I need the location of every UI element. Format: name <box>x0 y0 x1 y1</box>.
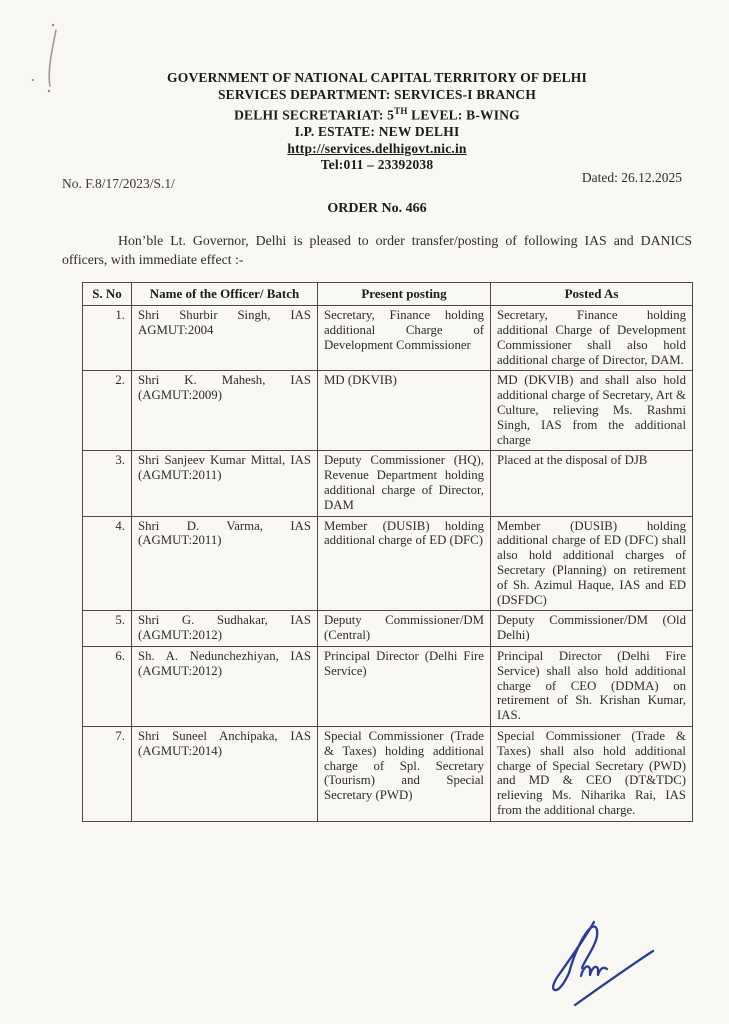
cell-posted-as: Placed at the disposal of DJB <box>491 451 693 516</box>
order-title: ORDER No. 466 <box>327 200 427 216</box>
table-row <box>83 727 693 822</box>
cell-sno: 2. <box>83 371 132 451</box>
cell-sno: 7. <box>83 727 132 822</box>
pen-mark-icon <box>22 20 74 112</box>
letterhead-tel: Tel:011 – 23392038 <box>320 157 434 172</box>
cell-officer-name: Shri K. Mahesh, IAS (AGMUT:2009) <box>132 371 318 451</box>
table-row <box>83 611 693 647</box>
table-row <box>83 647 693 727</box>
cell-officer-name: Shri Sanjeev Kumar Mittal, IAS (AGMUT:2011) <box>132 451 318 516</box>
table-row <box>83 516 693 611</box>
letterhead-line-3: DELHI SECRETARIAT: 5TH LEVEL: B-WING <box>234 106 520 123</box>
cell-officer-name: Shri G. Sudhakar, IAS (AGMUT:2012) <box>132 611 318 647</box>
table-row <box>83 451 693 516</box>
cell-present-posting: Special Commissioner (Trade & Taxes) holding additional charge of Spl. Secretary (Tourism) and Special Secretary (PWD) <box>318 727 491 822</box>
letterhead <box>62 70 692 174</box>
column-header-name: Name of the Officer/ Batch <box>132 282 318 306</box>
cell-present-posting: Secretary, Finance holding additional Charge of Development Commissioner <box>318 306 491 371</box>
cell-present-posting: MD (DKVIB) <box>318 371 491 451</box>
cell-present-posting: Deputy Commissioner/DM (Central) <box>318 611 491 647</box>
cell-posted-as: MD (DKVIB) and shall also hold additional charge of Secretary, Art & Culture, relieving Ms. Rashmi Singh, IAS from the additional charge <box>491 371 693 451</box>
cell-sno: 1. <box>83 306 132 371</box>
table-header-row <box>83 282 693 306</box>
letterhead-url: http://services.delhigovt.nic.in <box>287 140 467 156</box>
cell-sno: 3. <box>83 451 132 516</box>
cell-posted-as: Secretary, Finance holding additional Charge of Development Commissioner shall also hold additional charge of Director, DAM. <box>491 306 693 371</box>
cell-posted-as: Special Commissioner (Trade & Taxes) shall also hold additional charge of Special Secretary (PWD) and MD & CEO (DT&TDC) relieving Ms. Niharika Rai, IAS from the additional charge. <box>491 727 693 822</box>
letterhead-line-4: I.P. ESTATE: NEW DELHI <box>294 124 460 139</box>
letterhead-line-2: SERVICES DEPARTMENT: SERVICES-I BRANCH <box>217 86 537 102</box>
cell-sno: 6. <box>83 647 132 727</box>
cell-officer-name: Shri D. Varma, IAS (AGMUT:2011) <box>132 516 318 611</box>
cell-posted-as: Principal Director (Delhi Fire Service) shall also hold additional charge of CEO (DDMA) on retirement of Sh. Krishan Kumar, IAS. <box>491 647 693 727</box>
cell-officer-name: Sh. A. Nedunchezhiyan, IAS (AGMUT:2012) <box>132 647 318 727</box>
column-header-posted: Posted As <box>491 282 693 306</box>
table-row <box>83 306 693 371</box>
column-header-sno: S. No <box>83 282 132 306</box>
cell-sno: 5. <box>83 611 132 647</box>
cell-posted-as: Deputy Commissioner/DM (Old Delhi) <box>491 611 693 647</box>
column-header-present: Present posting <box>318 282 491 306</box>
cell-present-posting: Deputy Commissioner (HQ), Revenue Department holding additional charge of Director, DAM <box>318 451 491 516</box>
table-row <box>83 371 693 451</box>
intro-paragraph: Hon’ble Lt. Governor, Delhi is pleased to order transfer/posting of following IAS and DANICS officers, with immediate effect :- <box>62 232 692 267</box>
cell-officer-name: Shri Shurbir Singh, IAS AGMUT:2004 <box>132 306 318 371</box>
letterhead-line-1: GOVERNMENT OF NATIONAL CAPITAL TERRITORY OF DELHI <box>167 70 587 85</box>
cell-sno: 4. <box>83 516 132 611</box>
reference-row <box>62 169 692 192</box>
cell-present-posting: Member (DUSIB) holding additional charge of ED (DFC) <box>318 516 491 611</box>
cell-officer-name: Shri Suneel Anchipaka, IAS (AGMUT:2014) <box>132 727 318 822</box>
cell-present-posting: Principal Director (Delhi Fire Service) <box>318 647 491 727</box>
handwritten-signature-icon <box>528 916 673 1021</box>
postings-table <box>82 282 693 822</box>
reference-number: No. F.8/17/2023/S.1/ <box>62 175 175 191</box>
dated-label: Dated: 26.12.2025 <box>581 169 682 185</box>
cell-posted-as: Member (DUSIB) holding additional charge of ED (DFC) shall also hold additional charges of Secretary (Planning) on retirement of Sh. Azimul Haque, IAS and ED (DSFDC) <box>491 516 693 611</box>
